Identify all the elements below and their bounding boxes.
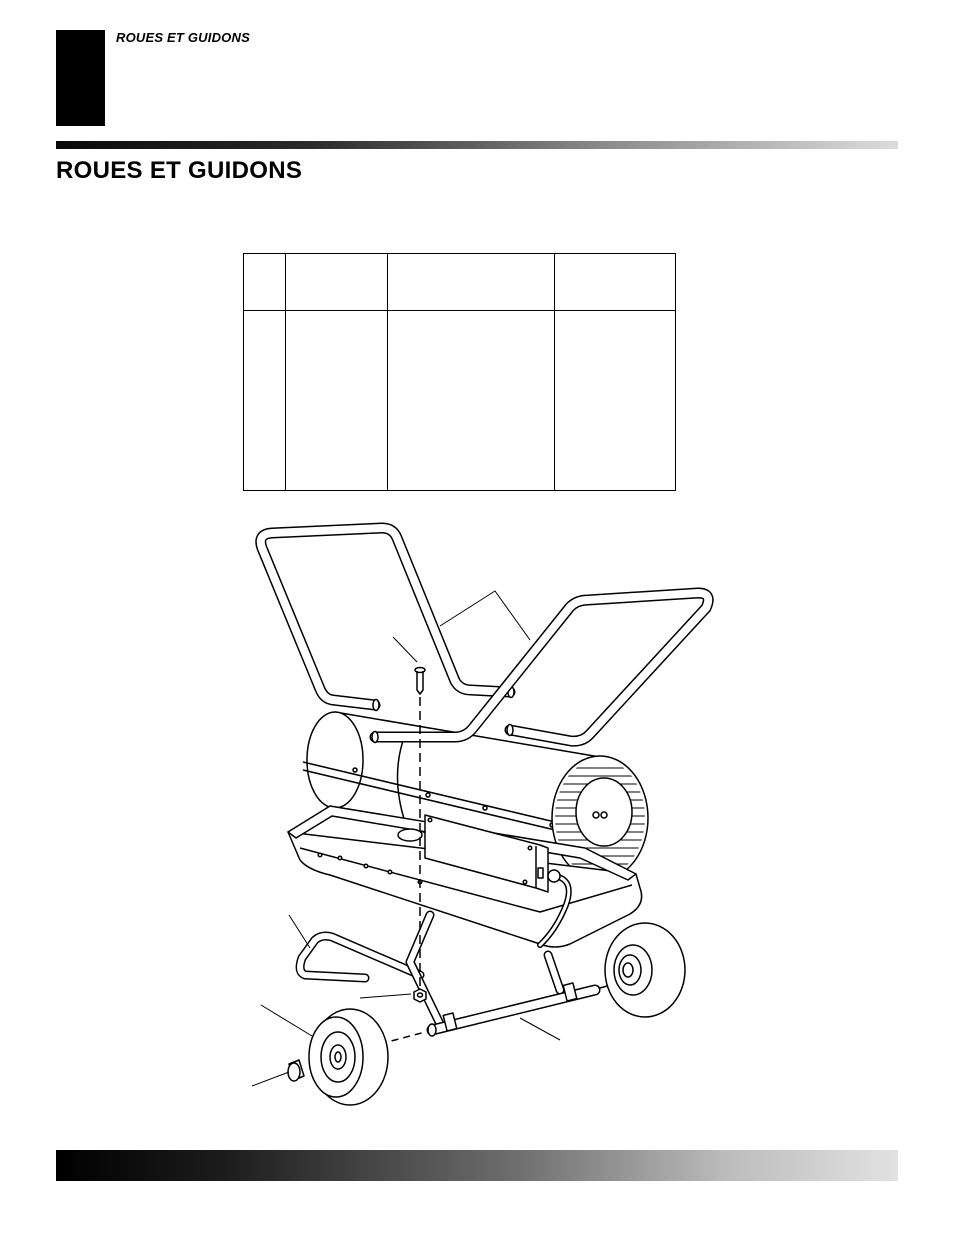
axle-clamp bbox=[443, 1013, 457, 1031]
burner-opening bbox=[576, 778, 632, 846]
left-handle bbox=[261, 528, 514, 711]
screw bbox=[353, 768, 357, 772]
tube-end bbox=[507, 725, 513, 736]
parts-table-header-row bbox=[244, 254, 676, 311]
table-cell bbox=[244, 311, 286, 491]
nut bbox=[414, 989, 426, 1002]
heater-body bbox=[303, 712, 650, 880]
right-wheel bbox=[605, 923, 685, 1017]
header-gradient-rule bbox=[56, 141, 898, 149]
table-cell bbox=[286, 311, 388, 491]
leader-lines bbox=[252, 591, 560, 1086]
table-header-cell bbox=[388, 254, 555, 311]
tube-end bbox=[373, 700, 379, 711]
front-leg-frame bbox=[300, 915, 560, 1024]
table-header-cell bbox=[244, 254, 286, 311]
power-cord bbox=[540, 870, 569, 945]
power-switch bbox=[538, 868, 543, 878]
front-grill bbox=[550, 756, 650, 880]
left-wheel bbox=[309, 1009, 388, 1105]
axle-clamp bbox=[563, 983, 577, 1001]
control-box bbox=[425, 815, 548, 892]
axle bbox=[380, 983, 618, 1044]
tube-end bbox=[372, 732, 378, 743]
fuel-tank bbox=[288, 806, 642, 947]
screw bbox=[426, 793, 430, 797]
screw bbox=[483, 806, 487, 810]
screw bbox=[550, 823, 554, 827]
page-title: ROUES ET GUIDONS bbox=[56, 157, 303, 184]
table-header-cell bbox=[555, 254, 676, 311]
table-header-cell bbox=[286, 254, 388, 311]
fuel-cap bbox=[398, 829, 422, 841]
footer-gradient-bar bbox=[56, 1150, 898, 1181]
table-cell bbox=[388, 311, 555, 491]
section-tab-block bbox=[56, 30, 105, 126]
hub-cap bbox=[288, 1060, 304, 1081]
tube-end bbox=[508, 687, 514, 698]
parts-table bbox=[243, 253, 676, 491]
parts-table-body-row bbox=[244, 311, 676, 491]
table-cell bbox=[555, 311, 676, 491]
right-handle bbox=[372, 593, 708, 743]
mounting-bolt bbox=[415, 668, 425, 695]
running-title: ROUES ET GUIDONS bbox=[116, 30, 250, 45]
rear-end-cap bbox=[307, 712, 363, 808]
